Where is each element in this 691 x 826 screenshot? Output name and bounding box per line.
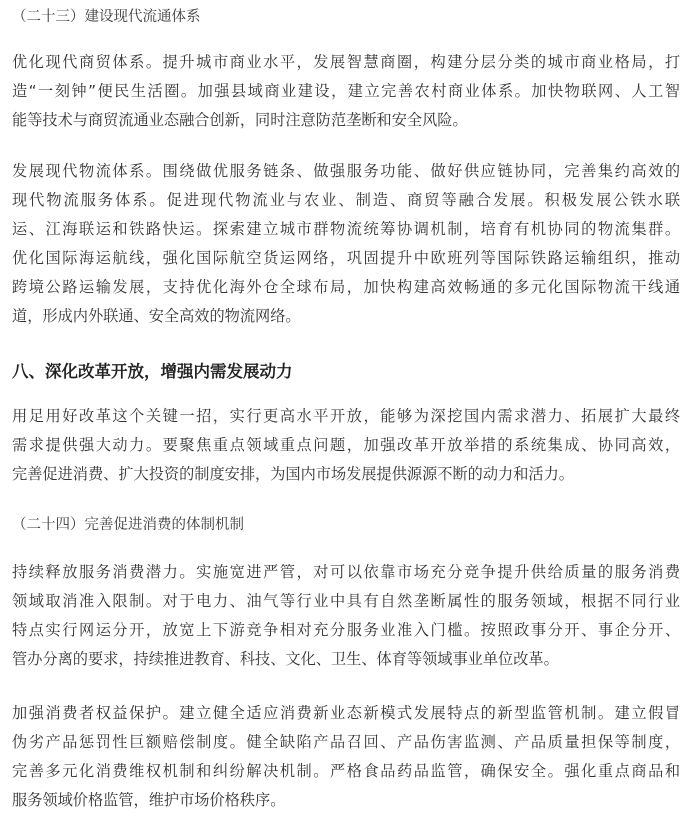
paragraph-consumer-protection <box>12 699 680 815</box>
text-line: 造“一刻钟”便民生活圈。加强县域商业建设，建立完善农村商业体系。加快物联网、人工智 <box>12 82 680 100</box>
text-line: 现代物流服务体系。促进现代物流业与农业、制造、商贸等融合发展。积极发展公铁水联 <box>12 191 680 209</box>
text-line: 领域取消准入限制。对于电力、油气等行业中具有自然垄断属性的服务领域，根据不同行业 <box>12 592 680 610</box>
text-line: 完善促进消费、扩大投资的制度安排，为国内市场发展提供源源不断的动力和活力。 <box>12 465 574 483</box>
section-8-title: 八、深化改革开放，增强内需发展动力 <box>12 362 293 381</box>
text-line: 道，形成内外联通、安全高效的物流网络。 <box>12 307 301 325</box>
text-line: 跨境公路运输发展，支持优化海外仓全球布局，加快构建高效畅通的多元化国际物流干线通 <box>12 278 680 296</box>
text-line: 加强消费者权益保护。建立健全适应消费新业态新模式发展特点的新型监管机制。建立假冒 <box>12 704 680 722</box>
text-line: 管办分离的要求，持续推进教育、科技、文化、卫生、体育等领域事业单位改革。 <box>12 650 559 668</box>
text-line: 服务领域价格监管，维护市场价格秩序。 <box>12 791 286 809</box>
text-line: 持续释放服务消费潜力。实施宽进严管，对可以依靠市场充分竞争提升供给质量的服务消费 <box>12 563 680 581</box>
text-line: 能等技术与商贸流通业态融合创新，同时注意防范垄断和安全风险。 <box>12 111 468 129</box>
text-line: 伪劣产品惩罚性巨额赔偿制度。健全缺陷产品召回、产品伤害监测、产品质量担保等制度， <box>12 733 680 751</box>
text-line: 特点实行网运分开，放宽上下游竞争相对充分服务业准入门槛。按照政事分开、事企分开、 <box>12 621 680 639</box>
text-line: 用足用好改革这个关键一招，实行更高水平开放，能够为深挖国内需求潜力、拓展扩大最终 <box>12 407 680 425</box>
paragraph-reform-opening <box>12 402 680 489</box>
subsection-23-title: （二十三）建设现代流通体系 <box>12 9 201 25</box>
text-line: 优化国际海运航线，强化国际航空货运网络，巩固提升中欧班列等国际铁路运输组织，推动 <box>12 249 680 267</box>
paragraph-service-consumption <box>12 558 680 674</box>
subsection-24-title: （二十四）完善促进消费的体制机制 <box>12 517 244 533</box>
text-line: 运、江海联运和铁路快运。探索建立城市群物流统筹协调机制，培育有机协同的物流集群。 <box>12 220 680 238</box>
text-line: 优化现代商贸体系。提升城市商业水平，发展智慧商圈，构建分层分类的城市商业格局，打 <box>12 53 680 71</box>
text-line: 发展现代物流体系。围绕做优服务链条、做强服务功能、做好供应链协同，完善集约高效的 <box>12 162 680 180</box>
text-line: 完善多元化消费维权机制和纠纷解决机制。严格食品药品监管，确保安全。强化重点商品和 <box>12 762 680 780</box>
paragraph-modern-commerce <box>12 48 680 135</box>
paragraph-modern-logistics <box>12 157 680 331</box>
text-line: 需求提供强大动力。要聚焦重点领域重点问题，加强改革开放举措的系统集成、协同高效， <box>12 436 680 454</box>
